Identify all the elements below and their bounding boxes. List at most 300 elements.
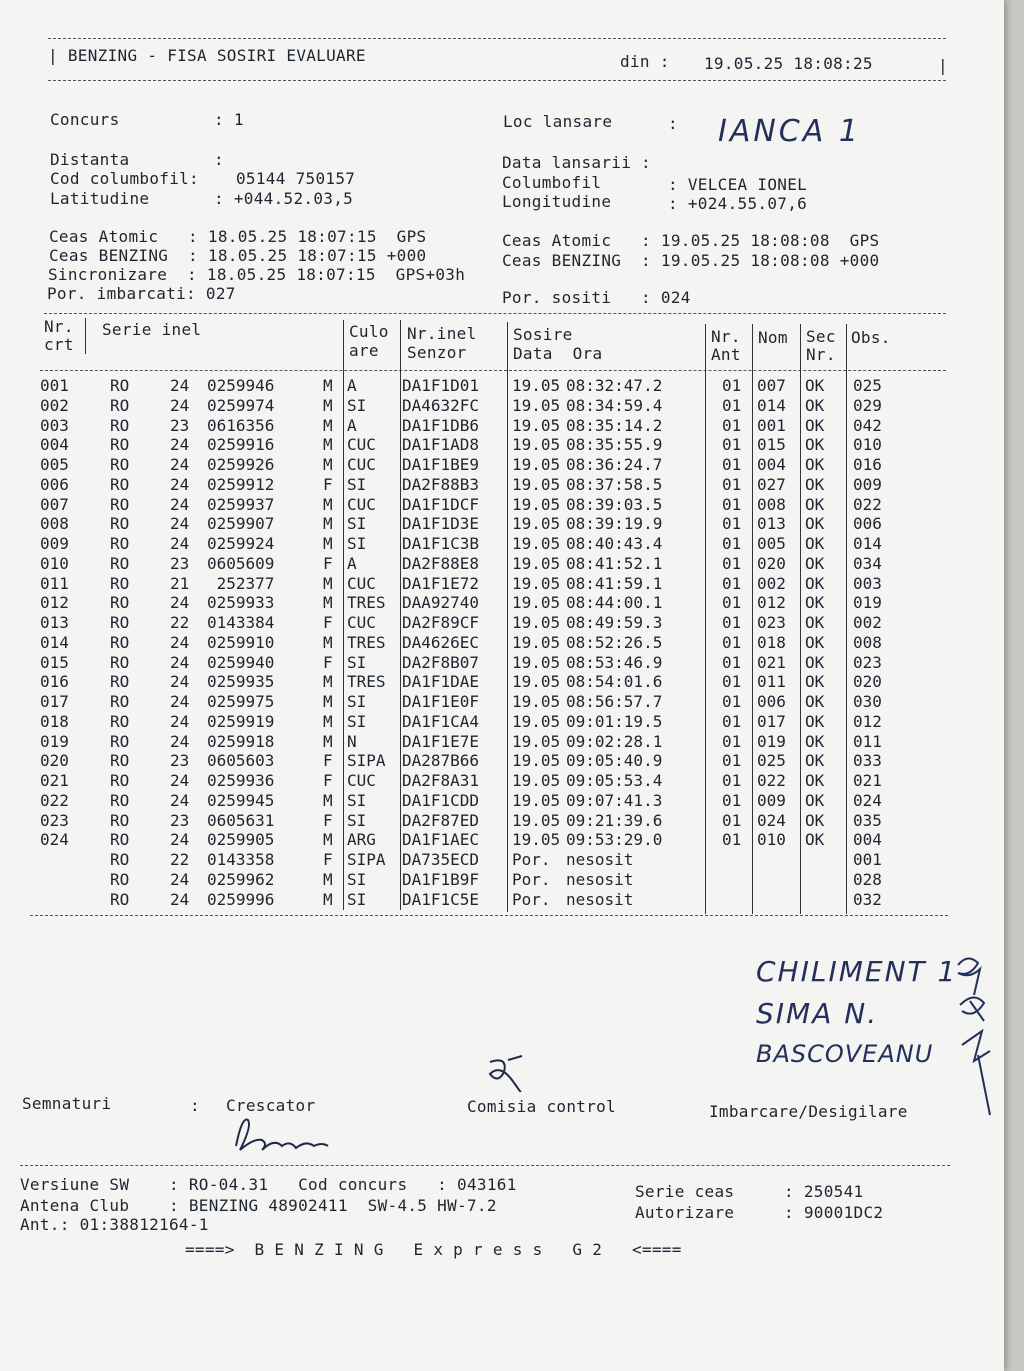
cell-nr-crt: 001 xyxy=(40,376,69,395)
cell-nom: 015 xyxy=(757,435,786,455)
col-nom: Nom xyxy=(758,328,788,347)
cell-nom: 022 xyxy=(757,771,786,790)
loc-lansare-handwritten: IANCA 1 xyxy=(718,114,861,149)
cell-date: 19.05 xyxy=(512,474,561,494)
cell-nom: 013 xyxy=(757,514,786,534)
concurs-label: Concurs xyxy=(50,110,120,129)
cell-sex: M xyxy=(323,455,333,474)
cell-color: SI xyxy=(347,810,367,830)
cell-nr-crt: 010 xyxy=(40,553,69,573)
handwritten-name-1: CHILIMENT 1 xyxy=(756,955,958,988)
cell-year: 22 xyxy=(170,850,190,869)
cell-obs: 002 xyxy=(853,613,882,632)
cell-obs: 023 xyxy=(853,652,882,672)
cell-color: SIPA xyxy=(347,850,386,869)
report-title: | BENZING - FISA SOSIRI EVALUARE xyxy=(48,46,366,65)
cell-country: RO xyxy=(110,790,130,810)
versiune-sw: Versiune SW : RO-04.31 Cod concurs : 043161 xyxy=(20,1175,517,1194)
cell-obs: 009 xyxy=(853,474,882,494)
divider-header-bottom xyxy=(40,370,946,371)
cell-ring-number: 0605603 xyxy=(207,751,275,771)
divider-table-top xyxy=(44,313,946,314)
distanta-label: Distanta xyxy=(50,150,130,169)
cell-sensor: DA1F1AEC xyxy=(402,830,480,850)
cell-color: A xyxy=(347,415,357,435)
cell-country: RO xyxy=(110,514,130,534)
comisia-control-label: Comisia control xyxy=(467,1097,616,1116)
cell-sensor: DA1F1AD8 xyxy=(402,435,480,455)
loc-lansare-label: Loc lansare xyxy=(503,112,613,131)
cell-time: 08:32:47.2 xyxy=(566,376,663,395)
cell-nr-ant: 01 xyxy=(722,613,742,632)
cell-ring-number: 0259916 xyxy=(207,435,275,455)
cell-sec: OK xyxy=(805,652,825,672)
cell-country: RO xyxy=(110,771,130,790)
cell-color: SI xyxy=(347,692,367,711)
cell-sensor: DA1F1C3B xyxy=(402,534,480,553)
cell-nom: 019 xyxy=(757,731,786,751)
sincronizare-left: Sincronizare : 18.05.25 18:07:15 GPS+03h xyxy=(48,265,466,284)
cell-nr-crt: 004 xyxy=(40,435,69,455)
cell-nr-crt: 003 xyxy=(40,415,69,435)
cell-nom: 004 xyxy=(757,455,786,474)
cell-nr-crt: 022 xyxy=(40,790,69,810)
longitudine-value: : +024.55.07,6 xyxy=(668,194,808,213)
cell-country: RO xyxy=(110,376,130,395)
divider-top xyxy=(48,38,946,39)
cell-nr-crt: 021 xyxy=(40,771,69,790)
cell-sec: OK xyxy=(805,613,825,632)
cell-color: TRES xyxy=(347,632,386,652)
cell-nr-ant: 01 xyxy=(722,790,742,810)
cell-sec: OK xyxy=(805,771,825,790)
cell-sec: OK xyxy=(805,455,825,474)
cell-sex: M xyxy=(323,415,333,435)
cell-time: 09:53:29.0 xyxy=(566,830,663,850)
handwritten-name-2: SIMA N. xyxy=(756,997,879,1030)
col-culoare: Culo are xyxy=(349,322,389,360)
cell-time: 08:40:43.4 xyxy=(566,534,663,553)
cell-color: SI xyxy=(347,889,367,909)
cell-ring-number: 0259936 xyxy=(207,771,275,790)
imbarcare-desigilare-label: Imbarcare/Desigilare xyxy=(709,1102,908,1121)
cell-nr-crt: 024 xyxy=(40,830,69,850)
divider-footer xyxy=(20,1165,950,1166)
cell-nom: 008 xyxy=(757,494,786,514)
cell-sensor: DA2F8A31 xyxy=(402,771,480,790)
cell-sex: M xyxy=(323,711,333,731)
cell-year: 24 xyxy=(170,731,190,751)
cell-color: TRES xyxy=(347,672,386,692)
cell-nr-ant: 01 xyxy=(722,573,742,593)
cell-ring-number: 0259935 xyxy=(207,672,275,692)
cell-country: RO xyxy=(110,613,130,632)
cell-time: 09:05:53.4 xyxy=(566,771,663,790)
cell-nr-ant: 01 xyxy=(722,692,742,711)
cell-date: Por. xyxy=(512,869,551,889)
cell-sensor: DA1F1D3E xyxy=(402,514,480,534)
cell-country: RO xyxy=(110,632,130,652)
cell-date: 19.05 xyxy=(512,771,561,790)
cell-sex: M xyxy=(323,692,333,711)
cell-date: 19.05 xyxy=(512,573,561,593)
cell-sex: F xyxy=(323,850,333,869)
vrule-2 xyxy=(343,320,344,910)
cell-ring-number: 0259918 xyxy=(207,731,275,751)
cell-sensor: DA1F1E72 xyxy=(402,573,480,593)
cell-sensor: DA1F1DAE xyxy=(402,672,480,692)
cell-nr-ant: 01 xyxy=(722,711,742,731)
cell-ring-number: 252377 xyxy=(207,573,275,593)
cell-sex: F xyxy=(323,474,333,494)
cell-year: 24 xyxy=(170,474,190,494)
cell-ring-number: 0259924 xyxy=(207,534,275,553)
cell-nr-crt: 012 xyxy=(40,593,69,613)
cell-nom: 006 xyxy=(757,692,786,711)
cell-time: 08:49:59.3 xyxy=(566,613,663,632)
cell-color: TRES xyxy=(347,593,386,613)
cell-nr-ant: 01 xyxy=(722,751,742,771)
cell-nr-ant: 01 xyxy=(722,632,742,652)
cell-sensor: DA4632FC xyxy=(402,395,480,415)
cell-year: 23 xyxy=(170,810,190,830)
cell-sensor: DA1F1DCF xyxy=(402,494,480,514)
cell-nr-ant: 01 xyxy=(722,455,742,474)
cell-ring-number: 0259996 xyxy=(207,889,275,909)
crescator-label: Crescator xyxy=(226,1096,316,1115)
cell-color: CUC xyxy=(347,494,376,514)
cell-color: SI xyxy=(347,711,367,731)
cell-nr-crt: 007 xyxy=(40,494,69,514)
cell-sensor: DA2F8B07 xyxy=(402,652,480,672)
cell-sex: F xyxy=(323,613,333,632)
cell-sec: OK xyxy=(805,415,825,435)
cell-nom: 017 xyxy=(757,711,786,731)
cell-year: 22 xyxy=(170,613,190,632)
cell-nom: 024 xyxy=(757,810,786,830)
cell-color: CUC xyxy=(347,613,376,632)
cell-ring-number: 0259912 xyxy=(207,474,275,494)
cell-ring-number: 0259937 xyxy=(207,494,275,514)
cell-nr-crt: 006 xyxy=(40,474,69,494)
cell-date: Por. xyxy=(512,889,551,909)
cell-sec: OK xyxy=(805,692,825,711)
cell-sec: OK xyxy=(805,553,825,573)
cell-sec: OK xyxy=(805,534,825,553)
cell-obs: 008 xyxy=(853,632,882,652)
cell-year: 24 xyxy=(170,435,190,455)
cell-sec: OK xyxy=(805,751,825,771)
cell-ring-number: 0259910 xyxy=(207,632,275,652)
cell-ring-number: 0259946 xyxy=(207,376,275,395)
cell-year: 24 xyxy=(170,869,190,889)
cell-date: 19.05 xyxy=(512,494,561,514)
cell-sensor: DA1F1E0F xyxy=(402,692,480,711)
cell-year: 24 xyxy=(170,632,190,652)
cell-time: 08:56:57.7 xyxy=(566,692,663,711)
divider-header xyxy=(48,80,946,81)
cell-time: 08:37:58.5 xyxy=(566,474,663,494)
cell-sensor: DA1F1DB6 xyxy=(402,415,480,435)
col-nr-crt: Nr. crt xyxy=(44,317,74,354)
cell-color: SI xyxy=(347,395,367,415)
cell-color: CUC xyxy=(347,435,376,455)
cell-date: 19.05 xyxy=(512,415,561,435)
cell-sensor: DA2F87ED xyxy=(402,810,480,830)
cell-date: 19.05 xyxy=(512,613,561,632)
cell-ring-number: 0259919 xyxy=(207,711,275,731)
cell-obs: 035 xyxy=(853,810,882,830)
cell-date: 19.05 xyxy=(512,692,561,711)
cell-date: 19.05 xyxy=(512,751,561,771)
cell-sex: M xyxy=(323,672,333,692)
cell-sensor: DA1F1B9F xyxy=(402,869,480,889)
cell-sensor: DA2F88B3 xyxy=(402,474,480,494)
loc-lansare-colon: : xyxy=(668,114,678,133)
cell-nr-ant: 01 xyxy=(722,395,742,415)
cell-sec: OK xyxy=(805,395,825,415)
cell-nom: 023 xyxy=(757,613,786,632)
cell-nr-ant: 01 xyxy=(722,553,742,573)
cell-date: 19.05 xyxy=(512,376,561,395)
col-serie-inel: Serie inel xyxy=(102,320,202,339)
cell-sensor: DA735ECD xyxy=(402,850,480,869)
cell-sensor: DA287B66 xyxy=(402,751,480,771)
cell-date: 19.05 xyxy=(512,553,561,573)
cell-year: 23 xyxy=(170,751,190,771)
cell-year: 24 xyxy=(170,830,190,850)
cell-date: 19.05 xyxy=(512,534,561,553)
cell-nom: 007 xyxy=(757,376,786,395)
col-nr-inel-senzor: Nr.inel Senzor xyxy=(407,324,477,362)
cell-nr-crt: 014 xyxy=(40,632,69,652)
cell-ring-number: 0259962 xyxy=(207,869,275,889)
cell-color: SI xyxy=(347,652,367,672)
cell-nr-crt: 005 xyxy=(40,455,69,474)
cell-sec: OK xyxy=(805,593,825,613)
cell-time: 08:41:52.1 xyxy=(566,553,663,573)
cell-date: 19.05 xyxy=(512,455,561,474)
cell-sex: M xyxy=(323,790,333,810)
cell-date: 19.05 xyxy=(512,593,561,613)
cell-obs: 033 xyxy=(853,751,882,771)
cell-sex: M xyxy=(323,435,333,455)
cell-year: 24 xyxy=(170,376,190,395)
cod-columbofil-label: Cod columbofil: xyxy=(50,169,199,188)
cell-color: CUC xyxy=(347,771,376,790)
date-label: din : xyxy=(620,52,670,71)
benzing-banner: ====> B E N Z I N G E x p r e s s G 2 <==== xyxy=(185,1240,682,1259)
cell-sex: M xyxy=(323,593,333,613)
cell-ring-number: 0605631 xyxy=(207,810,275,830)
cell-year: 24 xyxy=(170,889,190,909)
col-nr-ant: Nr. Ant xyxy=(711,327,741,364)
cell-nr-crt: 020 xyxy=(40,751,69,771)
cod-columbofil-value: 05144 750157 xyxy=(236,169,356,188)
cell-time: 09:01:19.5 xyxy=(566,711,663,731)
cell-nr-crt: 009 xyxy=(40,534,69,553)
cell-color: N xyxy=(347,731,357,751)
cell-ring-number: 0259945 xyxy=(207,790,275,810)
cell-nom: 011 xyxy=(757,672,786,692)
cell-sec: OK xyxy=(805,731,825,751)
cell-time: 08:39:19.9 xyxy=(566,514,663,534)
cell-sec: OK xyxy=(805,514,825,534)
cell-date: 19.05 xyxy=(512,652,561,672)
cell-sex: M xyxy=(323,494,333,514)
cell-obs: 030 xyxy=(853,692,882,711)
cell-year: 23 xyxy=(170,415,190,435)
cell-sex: F xyxy=(323,751,333,771)
cell-nom: 012 xyxy=(757,593,786,613)
cell-sex: M xyxy=(323,376,333,395)
cell-nom: 001 xyxy=(757,415,786,435)
cell-nr-crt: 011 xyxy=(40,573,69,593)
cell-sensor: DA1F1CDD xyxy=(402,790,480,810)
cell-obs: 042 xyxy=(853,415,882,435)
cell-year: 24 xyxy=(170,395,190,415)
cell-sensor: DAA92740 xyxy=(402,593,480,613)
cell-nr-ant: 01 xyxy=(722,830,742,850)
handwritten-name-3: BASCOVEANU xyxy=(756,1040,934,1068)
cell-time: 09:05:40.9 xyxy=(566,751,663,771)
cell-nr-ant: 01 xyxy=(722,435,742,455)
cell-year: 24 xyxy=(170,514,190,534)
semnaturi-colon: : xyxy=(190,1096,200,1115)
cell-year: 24 xyxy=(170,494,190,514)
porumbei-sositi: Por. sositi : 024 xyxy=(502,288,691,307)
cell-date: 19.05 xyxy=(512,514,561,534)
cell-country: RO xyxy=(110,869,130,889)
cell-time: 08:54:01.6 xyxy=(566,672,663,692)
cell-nr-crt: 023 xyxy=(40,810,69,830)
data-lansarii-label: Data lansarii : xyxy=(502,153,651,172)
antena-club: Antena Club : BENZING 48902411 SW-4.5 HW-7.2 xyxy=(20,1196,497,1215)
cell-nr-crt: 002 xyxy=(40,395,69,415)
columbofil-value: : VELCEA IONEL xyxy=(668,175,808,194)
cell-color: CUC xyxy=(347,455,376,474)
cell-time: 08:39:03.5 xyxy=(566,494,663,514)
cell-time: nesosit xyxy=(566,889,634,909)
cell-obs: 001 xyxy=(853,850,882,869)
cell-obs: 006 xyxy=(853,514,882,534)
antena-id: Ant.: 01:38812164-1 xyxy=(20,1215,209,1234)
cell-sex: M xyxy=(323,632,333,652)
cell-sex: M xyxy=(323,395,333,415)
cell-time: 08:52:26.5 xyxy=(566,632,663,652)
cell-obs: 021 xyxy=(853,771,882,790)
cell-nr-ant: 01 xyxy=(722,494,742,514)
cell-nr-crt: 017 xyxy=(40,692,69,711)
columbofil-label: Columbofil xyxy=(502,173,602,192)
cell-time: 08:35:55.9 xyxy=(566,435,663,455)
cell-sensor: DA4626EC xyxy=(402,632,480,652)
cell-nr-crt: 016 xyxy=(40,672,69,692)
vrule-3 xyxy=(400,320,401,910)
cell-obs: 019 xyxy=(853,593,882,613)
cell-sex: M xyxy=(323,731,333,751)
cell-nr-crt: 015 xyxy=(40,652,69,672)
ceas-benzing-right: Ceas BENZING : 19.05.25 18:08:08 +000 xyxy=(502,251,880,270)
cell-color: SI xyxy=(347,790,367,810)
concurs-value: : 1 xyxy=(214,110,244,129)
cell-ring-number: 0259975 xyxy=(207,692,275,711)
col-sec-nr: Sec Nr. xyxy=(806,327,836,364)
cell-country: RO xyxy=(110,810,130,830)
cell-date: 19.05 xyxy=(512,731,561,751)
cell-sex: F xyxy=(323,553,333,573)
cell-country: RO xyxy=(110,593,130,613)
cell-sec: OK xyxy=(805,494,825,514)
cell-date: 19.05 xyxy=(512,672,561,692)
cell-sec: OK xyxy=(805,474,825,494)
latitudine-value: : +044.52.03,5 xyxy=(214,189,354,208)
cell-color: SI xyxy=(347,534,367,553)
cell-sec: OK xyxy=(805,435,825,455)
cell-nom: 010 xyxy=(757,830,786,850)
cell-time: 08:34:59.4 xyxy=(566,395,663,415)
cell-nom: 002 xyxy=(757,573,786,593)
cell-year: 24 xyxy=(170,455,190,474)
cell-obs: 010 xyxy=(853,435,882,455)
cell-date: Por. xyxy=(512,850,551,869)
cell-sensor: DA2F89CF xyxy=(402,613,480,632)
cell-sensor: DA1F1C5E xyxy=(402,889,480,909)
cell-sec: OK xyxy=(805,830,825,850)
cell-nom: 020 xyxy=(757,553,786,573)
crescator-signature xyxy=(226,1110,346,1154)
cell-ring-number: 0605609 xyxy=(207,553,275,573)
cell-nom: 009 xyxy=(757,790,786,810)
cell-ring-number: 0259940 xyxy=(207,652,275,672)
cell-time: nesosit xyxy=(566,850,634,869)
cell-country: RO xyxy=(110,573,130,593)
cell-nr-ant: 01 xyxy=(722,810,742,830)
cell-sex: M xyxy=(323,514,333,534)
porumbei-imbarcati: Por. imbarcati: 027 xyxy=(47,284,236,303)
cell-country: RO xyxy=(110,415,130,435)
cell-sensor: DA2F88E8 xyxy=(402,553,480,573)
cell-country: RO xyxy=(110,731,130,751)
report-datetime: 19.05.25 18:08:25 xyxy=(704,54,873,73)
cell-time: 08:35:14.2 xyxy=(566,415,663,435)
cell-ring-number: 0259933 xyxy=(207,593,275,613)
cell-obs: 020 xyxy=(853,672,882,692)
cell-time: 08:41:59.1 xyxy=(566,573,663,593)
vrule-6 xyxy=(752,324,753,914)
cell-date: 19.05 xyxy=(512,830,561,850)
cell-year: 24 xyxy=(170,672,190,692)
cell-sec: OK xyxy=(805,711,825,731)
cell-date: 19.05 xyxy=(512,435,561,455)
cell-color: A xyxy=(347,376,357,395)
cell-nr-ant: 01 xyxy=(722,534,742,553)
cell-country: RO xyxy=(110,553,130,573)
cell-nr-ant: 01 xyxy=(722,474,742,494)
cell-country: RO xyxy=(110,652,130,672)
cell-ring-number: 0259905 xyxy=(207,830,275,850)
distanta-value: : xyxy=(214,150,224,169)
cell-nr-crt: 018 xyxy=(40,711,69,731)
cell-time: 09:21:39.6 xyxy=(566,810,663,830)
cell-color: SI xyxy=(347,474,367,494)
cell-sensor: DA1F1CA4 xyxy=(402,711,480,731)
cell-obs: 029 xyxy=(853,395,882,415)
cell-date: 19.05 xyxy=(512,395,561,415)
cell-ring-number: 0259974 xyxy=(207,395,275,415)
cell-nr-ant: 01 xyxy=(722,376,742,395)
cell-ring-number: 0143384 xyxy=(207,613,275,632)
